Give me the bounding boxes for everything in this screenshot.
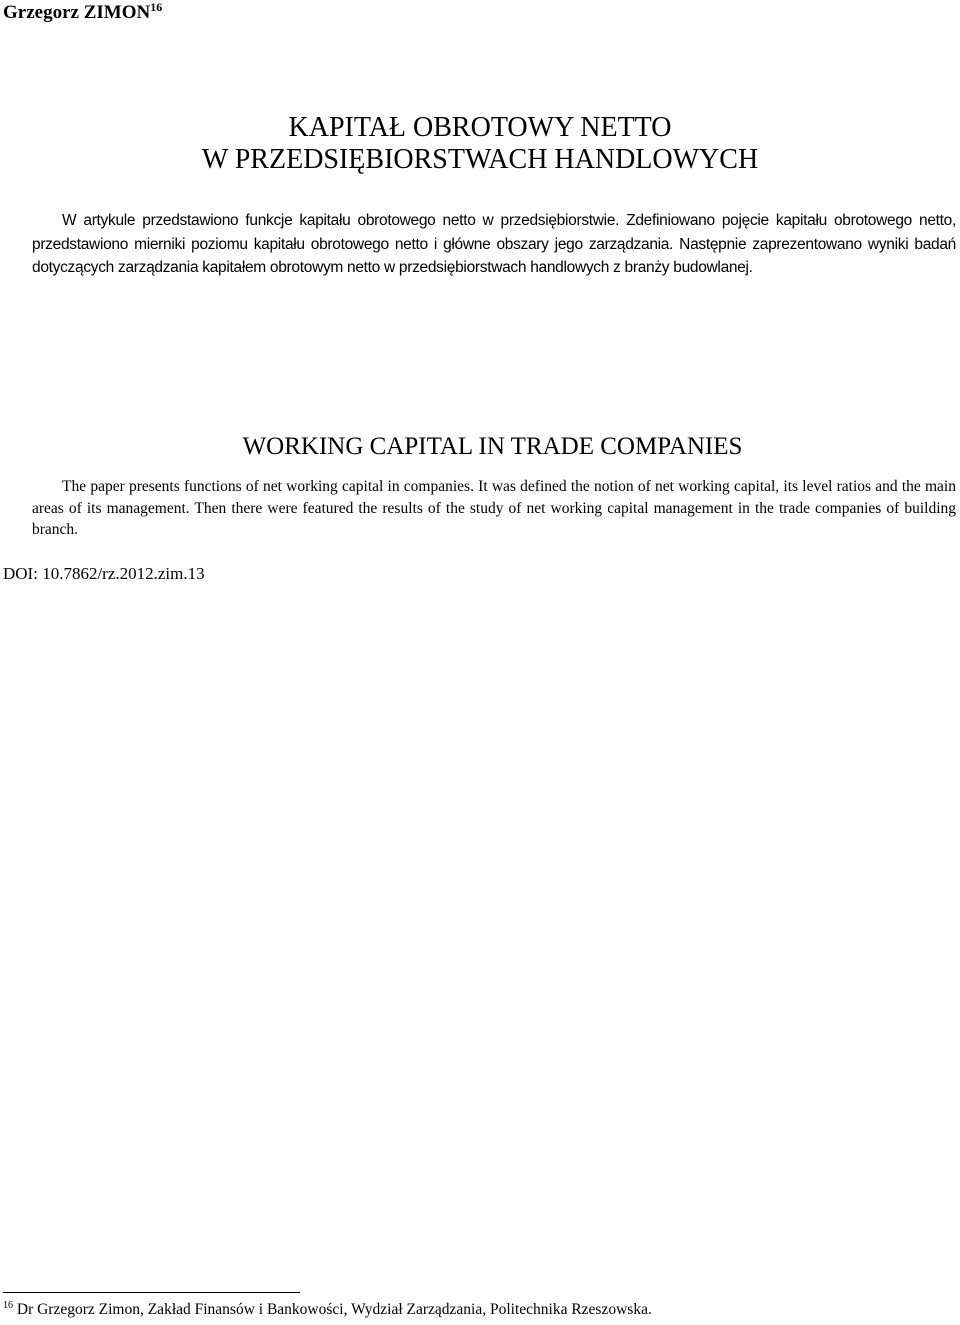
author-name	[3, 2, 162, 24]
english-abstract: The paper presents functions of net working capital in companies. It was defined the notion of net working capital, its level ratios and the main areas of its management. Then there were featured the results of the study of net working capital management in the trade companies of building branch.	[32, 478, 956, 538]
polish-title	[0, 112, 960, 176]
doi: DOI: 10.7862/rz.2012.zim.13	[3, 564, 205, 583]
footnote-text: Dr Grzegorz Zimon, Zakład Finansów i Bankowości, Wydział Zarządzania, Politechnika Rzeszowska.	[16, 1301, 652, 1318]
footnote-mark: 16	[3, 1300, 13, 1311]
author-footnote-mark: 16	[150, 0, 163, 14]
author-name-text: Grzegorz ZIMON	[3, 2, 151, 23]
english-title: WORKING CAPITAL IN TRADE COMPANIES	[242, 433, 743, 460]
polish-abstract: W artykule przedstawiono funkcje kapitału obrotowego netto w przedsiębiorstwie. Zdefiniowano pojęcie kapitału obrotowego netto, przedstawiono mierniki poziomu kapitału obrotowego netto i główne obszary jego zarządzania. Następnie zaprezentowano wyniki badań dotyczących zarządzania kapitałem obrotowym netto w przedsiębiorstwach handlowych z branży budowlanej.	[32, 212, 956, 276]
polish-title-line-1: KAPITAŁ OBROTOWY NETTO	[288, 112, 672, 143]
polish-title-line-2: W PRZEDSIĘBIORSTWACH HANDLOWYCH	[201, 144, 759, 175]
footnote-divider	[3, 1292, 300, 1293]
footnote	[3, 1300, 652, 1320]
